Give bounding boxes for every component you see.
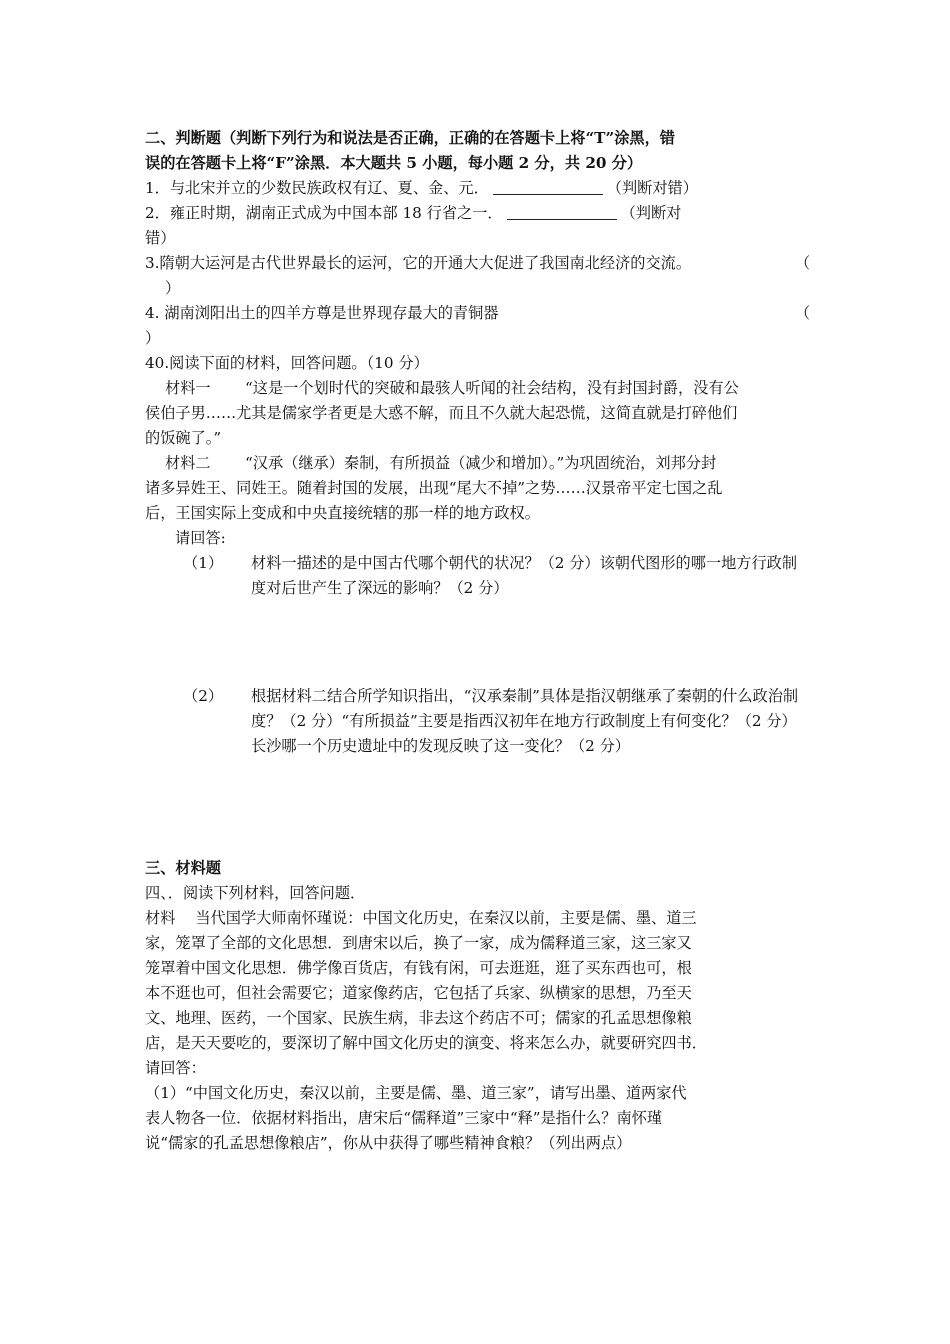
material2-line3: 后，王国实际上变成和中央直接统辖的那一样的地方政权。 bbox=[145, 504, 540, 522]
material2-line2: 诸多异姓王、同姓王。随着封国的发展，出现“尾大不掉”之势……汉景帝平定七国之乱 bbox=[145, 479, 723, 497]
material2-line1 bbox=[145, 451, 810, 476]
section3-line-5: 文、地理、医药，一个国家、民族生病，非去这个药店不可；儒家的孔孟思想像粮 bbox=[145, 1009, 692, 1027]
answer-blank-1[interactable] bbox=[493, 179, 603, 195]
section3-line-6: 店，是天天要吃的，要深切了解中国文化历史的演变、将来怎么办，就要研究四书． bbox=[145, 1034, 707, 1052]
judge-item-2-wrap: 错） bbox=[145, 229, 176, 247]
section3-line-8: （1）“中国文化历史，秦汉以前，主要是儒、墨、道三家”，请写出墨、道两家代 bbox=[145, 1084, 687, 1102]
judge-item-4-text: 4. 湖南浏阳出土的四羊方尊是世界现存最大的青铜器 bbox=[145, 304, 499, 322]
material1-text1: “这是一个划时代的突破和最骇人听闻的社会结构，没有封国封爵，没有公 bbox=[245, 379, 739, 397]
material1-line2: 侯伯子男……尤其是儒家学者更是大惑不解，而且不久就大起恐慌，这简直就是打碎他们 bbox=[145, 404, 738, 422]
section3-line-9: 表人物各一位．依据材料指出，唐宋后“儒释道”三家中“释”是指什么？南怀瑾 bbox=[145, 1109, 663, 1127]
material1-line1 bbox=[145, 376, 810, 401]
q40-sub1 bbox=[145, 551, 810, 601]
section3-subheading: 四、．阅读下列材料，回答问题． bbox=[145, 884, 366, 902]
q40-sub2 bbox=[145, 684, 810, 759]
judge-item-4-bracket-open: （ bbox=[794, 304, 810, 322]
answer-space-1 bbox=[145, 601, 810, 684]
section3-line-4: 本不逛也可，但社会需要它；道家像药店，它包括了兵家、纵横家的思想，乃至天 bbox=[145, 984, 692, 1002]
material1-label: 材料一 bbox=[165, 379, 211, 397]
q40-sub1-text: 材料一描述的是中国古代哪个朝代的状况？（2 分）该朝代图形的哪一地方行政制度对后世产生了深远的影响？（2 分） bbox=[251, 554, 798, 597]
material2-text1: “汉承（继承）秦制，有所损益（减少和增加）。”为巩固统治，刘邦分封 bbox=[245, 454, 717, 472]
section3-line-3: 笼罩着中国文化思想．佛学像百货店，有钱有闲，可去逛逛，逛了买东西也可，根 bbox=[145, 959, 692, 977]
q40-sub2-text: 根据材料二结合所学知识指出，“汉承秦制”具体是指汉朝继承了秦朝的什么政治制度？（2 分）“有所损益”主要是指西汉初年在地方行政制度上有何变化？（2 分）长沙哪一个历史遗址中的发现反映了这一变化？（2 分） bbox=[251, 687, 799, 755]
q40-prompt: 请回答: bbox=[175, 529, 226, 547]
judge-item-3-bracket-open: （ bbox=[794, 254, 810, 272]
q40-sub2-number: （2） bbox=[183, 687, 224, 705]
answer-space-2 bbox=[145, 759, 810, 856]
section2-heading-line2: 误的在答题卡上将“F”涂黑．本大题共 5 小题，每小题 2 分，共 20 分） bbox=[145, 154, 643, 172]
judge-item-2-text: 2．雍正时期，湖南正式成为中国本部 18 行省之一． bbox=[145, 204, 503, 222]
section3-line-2: 家，笼罩了全部的文化思想．到唐宋以后，换了一家，成为儒释道三家，这三家又 bbox=[145, 934, 692, 952]
judge-item-1-suffix: （判断对错） bbox=[606, 179, 698, 197]
judge-item-3-text: 3.隋朝大运河是古代世界最长的运河，它的开通大大促进了我国南北经济的交流。 bbox=[145, 254, 692, 272]
q40-sub1-number: （1） bbox=[183, 554, 224, 572]
judge-item-4 bbox=[145, 301, 810, 326]
judge-item-1 bbox=[145, 176, 810, 201]
section3-line-1: 材料 当代国学大师南怀瑾说：中国文化历史，在秦汉以前，主要是儒、墨、道三 bbox=[145, 909, 697, 927]
document-page bbox=[145, 126, 810, 1156]
section2-heading-line1: 二、判断题（判断下列行为和说法是否正确，正确的在答题卡上将“T”涂黑，错 bbox=[145, 129, 675, 147]
judge-item-3 bbox=[145, 251, 810, 276]
section3-line-10: 说“儒家的孔孟思想像粮店”，你从中获得了哪些精神食粮？（列出两点） bbox=[145, 1134, 632, 1152]
q40-title: 40.阅读下面的材料，回答问题。（10 分） bbox=[145, 354, 429, 372]
judge-item-2 bbox=[145, 201, 810, 226]
answer-blank-2[interactable] bbox=[507, 204, 617, 220]
material1-line3: 的饭碗了。” bbox=[145, 429, 222, 447]
section3-heading: 三、材料题 bbox=[145, 859, 221, 877]
material2-label: 材料二 bbox=[165, 454, 211, 472]
judge-item-3-bracket-close: ） bbox=[165, 279, 181, 297]
section3-line-7: 请回答： bbox=[145, 1059, 206, 1077]
judge-item-4-bracket-close: ） bbox=[145, 329, 161, 347]
judge-item-2-suffix: （判断对 bbox=[620, 204, 682, 222]
judge-item-1-text: 1．与北宋并立的少数民族政权有辽、夏、金、元． bbox=[145, 179, 489, 197]
